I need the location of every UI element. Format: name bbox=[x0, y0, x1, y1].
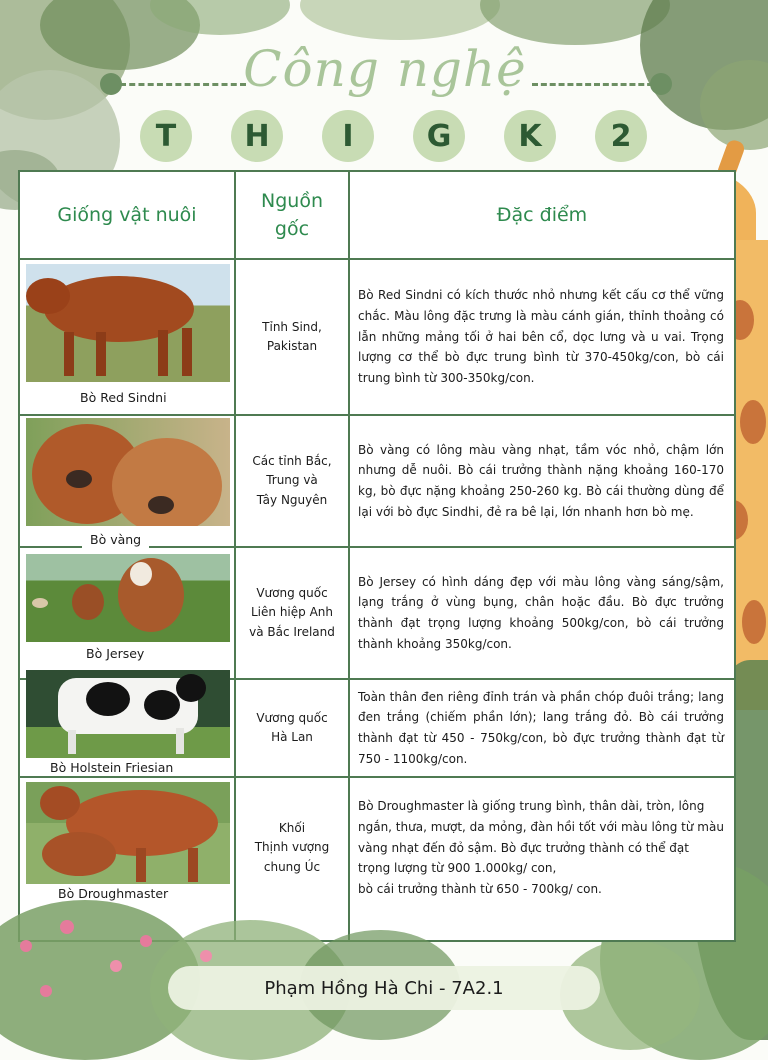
breed-label: Bò vàng bbox=[82, 530, 149, 548]
column-header-features: Đặc điểm bbox=[496, 203, 588, 226]
title-divider-right bbox=[532, 83, 662, 86]
description-cell bbox=[358, 680, 724, 776]
title-letter: K bbox=[504, 110, 556, 162]
breed-photo-red-sindni bbox=[26, 264, 230, 382]
description-text: Bò Red Sindni có kích thước nhỏ nhưng kết cấu cơ thể vững chắc. Màu lông đặc trưng là màu cánh gián, thỉnh thoảng có lẫn những mảng tối ở hai bên cổ, dọc lưng và u vai. Trọng lượng cơ thể bò đực trung bình từ 370-450kg/con, bò cái trung bình từ 300-350kg/con. bbox=[358, 288, 724, 385]
description-cell bbox=[358, 548, 724, 678]
breed-label: Bò Jersey bbox=[78, 644, 152, 662]
breed-photo-holstein bbox=[26, 670, 230, 758]
breed-photo-droughmaster bbox=[26, 782, 230, 884]
description-cell bbox=[358, 778, 724, 918]
title-divider-left bbox=[120, 83, 246, 86]
author-credit: Phạm Hồng Hà Chi - 7A2.1 bbox=[168, 966, 600, 1010]
description-text: Bò Jersey có hình dáng đẹp với màu lông vàng sáng/sậm, lạng trắng ở vùng bụng, chân hoặc đầu. Bò đực trưởng thành đạt trọng lượng khoảng 500kg/con, bò cái trưởng thành khoảng 350kg/con. bbox=[358, 574, 724, 651]
origin-cell: Vương quốc Liên hiệp Anh và Bắc Ireland bbox=[249, 586, 335, 639]
description-text: Toàn thân đen riêng đỉnh trán và phần chóp đuôi trắng; lang đen trắng (chiếm phần lớn); lang trắng đỏ. Bò cái trưởng thành đạt từ 450 - 750kg/con, bò đực trưởng thành đạt từ 750 - 1100kg/con. bbox=[358, 689, 724, 766]
origin-cell: Các tỉnh Bắc, Trung và Tây Nguyên bbox=[252, 454, 332, 507]
title-letter: G bbox=[413, 110, 465, 162]
origin-cell: Vương quốc Hà Lan bbox=[256, 710, 328, 744]
title-letter-circles bbox=[140, 110, 650, 162]
breed-label: Bò Holstein Friesian bbox=[42, 758, 181, 776]
column-header-breed: Giống vật nuôi bbox=[57, 203, 197, 226]
title-script: Công nghệ bbox=[243, 40, 527, 98]
origin-cell: Tỉnh Sind, Pakistan bbox=[262, 319, 322, 353]
description-text: Bò vàng có lông màu vàng nhạt, tầm vóc nhỏ, chậm lớn nhưng dễ nuôi. Bò cái trưởng thành nặng khoảng 160-170 kg, bò đực nặng khoảng 250-260 kg. Bò cái thường dùng để lại với bò đực Sindhi, đẻ ra bê lại, lớn nhanh hơn bò mẹ. bbox=[358, 442, 724, 519]
title-dot-left bbox=[100, 73, 122, 95]
description-cell bbox=[358, 416, 724, 546]
breed-photo-bo-vang bbox=[26, 418, 230, 526]
title-dot-right bbox=[650, 73, 672, 95]
title-letter: 2 bbox=[595, 110, 647, 162]
column-header-origin: Nguồn gốc bbox=[261, 189, 323, 240]
title-letter: H bbox=[231, 110, 283, 162]
breed-label: Bò Red Sindni bbox=[72, 388, 175, 406]
title-letter: T bbox=[140, 110, 192, 162]
breed-table bbox=[18, 170, 736, 942]
title-letter: I bbox=[322, 110, 374, 162]
origin-cell: Khối Thịnh vượng chung Úc bbox=[254, 821, 330, 874]
breed-label: Bò Droughmaster bbox=[50, 884, 176, 902]
column-divider bbox=[348, 172, 350, 940]
description-text: Bò Droughmaster là giống trung bình, thân dài, tròn, lông ngắn, thưa, mượt, da mỏng, đàn hồi tốt với màu lông từ màu vàng nhạt đến đỏ sậm. Bò đực trưởng thành có thể đạt trọng lượng từ 900 1.000kg/ con, bò cái trưởng thành từ 650 - 700kg/ con. bbox=[358, 799, 724, 896]
breed-photo-jersey bbox=[26, 554, 230, 642]
description-cell bbox=[358, 260, 724, 414]
